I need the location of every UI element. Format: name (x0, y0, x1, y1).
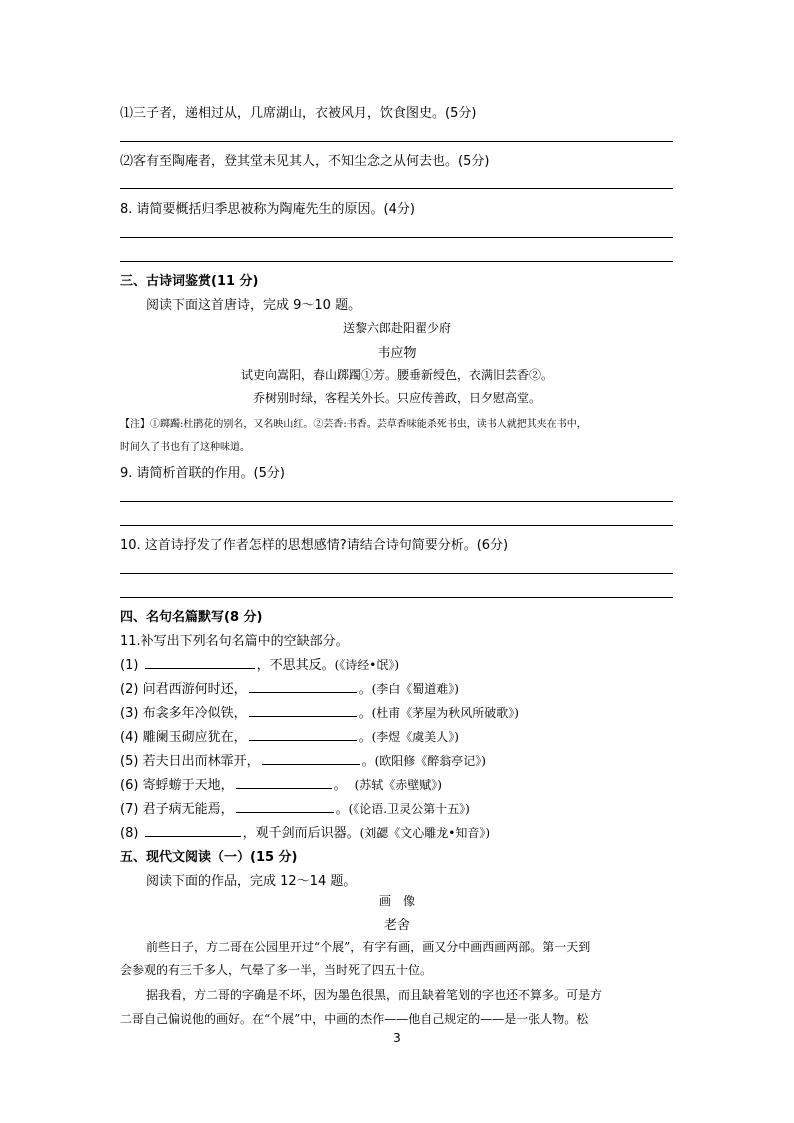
fill-blank[interactable] (236, 776, 332, 789)
item-pre: 君子病无能焉， (142, 802, 234, 817)
answer-line (120, 501, 673, 502)
q9-text: 9. 请简析首联的作用。(5分) (120, 466, 285, 481)
answer-line (120, 261, 673, 262)
dictation-item-5 (120, 750, 486, 769)
item-post: 。 (333, 778, 347, 793)
item-source: (李白《蜀道难》) (371, 682, 459, 696)
poem-note-line-1: 【注】①踯躅:杜鹃花的别名，又名映山红。②芸香:书香。芸草香味能杀死书虫，读书人就把其夹在书中， (120, 419, 587, 430)
answer-line (120, 597, 673, 598)
q8-text: 8. 请简要概括归季思被称为陶庵先生的原因。(4分) (120, 202, 415, 217)
article-title: 画 像 (378, 894, 415, 908)
poem-line-2: 乔树别时绿，客程关外长。只应传善政，日夕慰高堂。 (252, 391, 541, 405)
item-post: 。 (335, 802, 349, 817)
item-post: ，不思其反。 (256, 658, 335, 673)
dictation-item-6 (120, 774, 442, 793)
dictation-item-8 (120, 822, 490, 841)
item-source: (《诗经•氓》) (334, 658, 400, 672)
answer-line (120, 141, 673, 142)
item-source: (杜甫《茅屋为秋风所破歌》) (371, 706, 519, 720)
item-source: (《论语.卫灵公第十五》) (348, 802, 470, 816)
item-number: (2) (120, 682, 139, 697)
item-post: 。 (358, 706, 372, 721)
q11-text: 11.补写出下列名句名篇中的空缺部分。 (120, 634, 349, 649)
item-number: (1) (120, 658, 139, 673)
fill-blank[interactable] (145, 824, 241, 837)
item-pre: 若夫日出而林霏开， (142, 754, 260, 769)
dictation-item-7 (120, 798, 470, 817)
section5-heading: 五、现代文阅读（一）(15 分) (120, 850, 298, 865)
dictation-item-4 (120, 726, 459, 745)
fill-blank[interactable] (249, 704, 357, 717)
dictation-item-2 (120, 678, 459, 697)
poem-line-1: 试吏向嵩阳，春山踯躅①芳。腰垂新绶色，衣满旧芸香②。 (240, 368, 553, 382)
section3-instruction: 阅读下面这首唐诗，完成 9～10 题。 (146, 298, 362, 313)
fill-blank[interactable] (236, 800, 334, 813)
item-pre: 雕阑玉砌应犹在， (142, 730, 247, 745)
answer-line (120, 188, 673, 189)
item-post: 。 (358, 730, 372, 745)
q10-text: 10. 这首诗抒发了作者怎样的思想感情?请结合诗句简要分析。(6分) (120, 538, 509, 553)
q7-item2: ⑵客有至陶庵者，登其堂未见其人，不知尘念之从何去也。(5分) (120, 154, 490, 169)
answer-line (120, 573, 673, 574)
article-paragraph-2-line-2: 二哥自己偏说他的画好。在“个展”中，中画的杰作——他自己规定的——是一张人物。松 (120, 1012, 589, 1026)
item-pre: 布衾多年冷似铁， (142, 706, 247, 721)
answer-line (120, 525, 673, 526)
fill-blank[interactable] (249, 680, 357, 693)
article-paragraph-1-line-1: 前些日子，方二哥在公园里开过“个展”，有字有画，画又分中画西画两部。第一天到 (146, 940, 591, 954)
item-pre: 问君西游何时还， (142, 682, 247, 697)
item-source: (李煜《虞美人》) (371, 730, 459, 744)
article-paragraph-2-line-1: 据我看，方二哥的字确是不坏，因为墨色很黑，而且缺着笔划的字也还不算多。可是方 (146, 988, 603, 1002)
item-post: ，观千剑而后识器。 (242, 826, 360, 841)
item-post: 。 (361, 754, 375, 769)
section5-instruction: 阅读下面的作品，完成 12～14 题。 (146, 874, 357, 889)
item-source: (欧阳修《醉翁亭记》) (374, 754, 486, 768)
item-number: (4) (120, 730, 139, 745)
answer-line (120, 237, 673, 238)
item-source: (刘勰《文心雕龙•知音》) (359, 826, 491, 840)
item-number: (8) (120, 826, 139, 841)
article-author: 老舍 (383, 918, 410, 933)
fill-blank[interactable] (145, 656, 255, 669)
poem-title: 送黎六郎赴阳翟少府 (342, 321, 451, 335)
section4-heading: 四、名句名篇默写(8 分) (120, 610, 263, 625)
item-number: (5) (120, 754, 139, 769)
dictation-item-3 (120, 702, 519, 721)
fill-blank[interactable] (262, 752, 360, 765)
q7-item1: ⑴三子者，递相过从，几席湖山，衣被风月，饮食图史。(5分) (120, 106, 477, 121)
item-number: (3) (120, 706, 139, 721)
item-number: (7) (120, 802, 139, 817)
article-paragraph-1-line-2: 会参观的有三千多人，气晕了多一半，当时死了四五十位。 (120, 963, 433, 977)
dictation-item-1 (120, 654, 399, 673)
poem-author: 韦应物 (377, 346, 417, 361)
item-source: (苏轼《赤壁赋》) (354, 778, 442, 792)
item-post: 。 (358, 682, 372, 697)
section3-heading: 三、古诗词鉴赏(11 分) (120, 274, 259, 289)
item-pre: 寄蜉蝣于天地， (142, 778, 234, 793)
poem-note-line-2: 时间久了书也有了这种味道。 (120, 442, 250, 453)
page-number: 3 (393, 1031, 401, 1045)
item-number: (6) (120, 778, 139, 793)
fill-blank[interactable] (249, 728, 357, 741)
